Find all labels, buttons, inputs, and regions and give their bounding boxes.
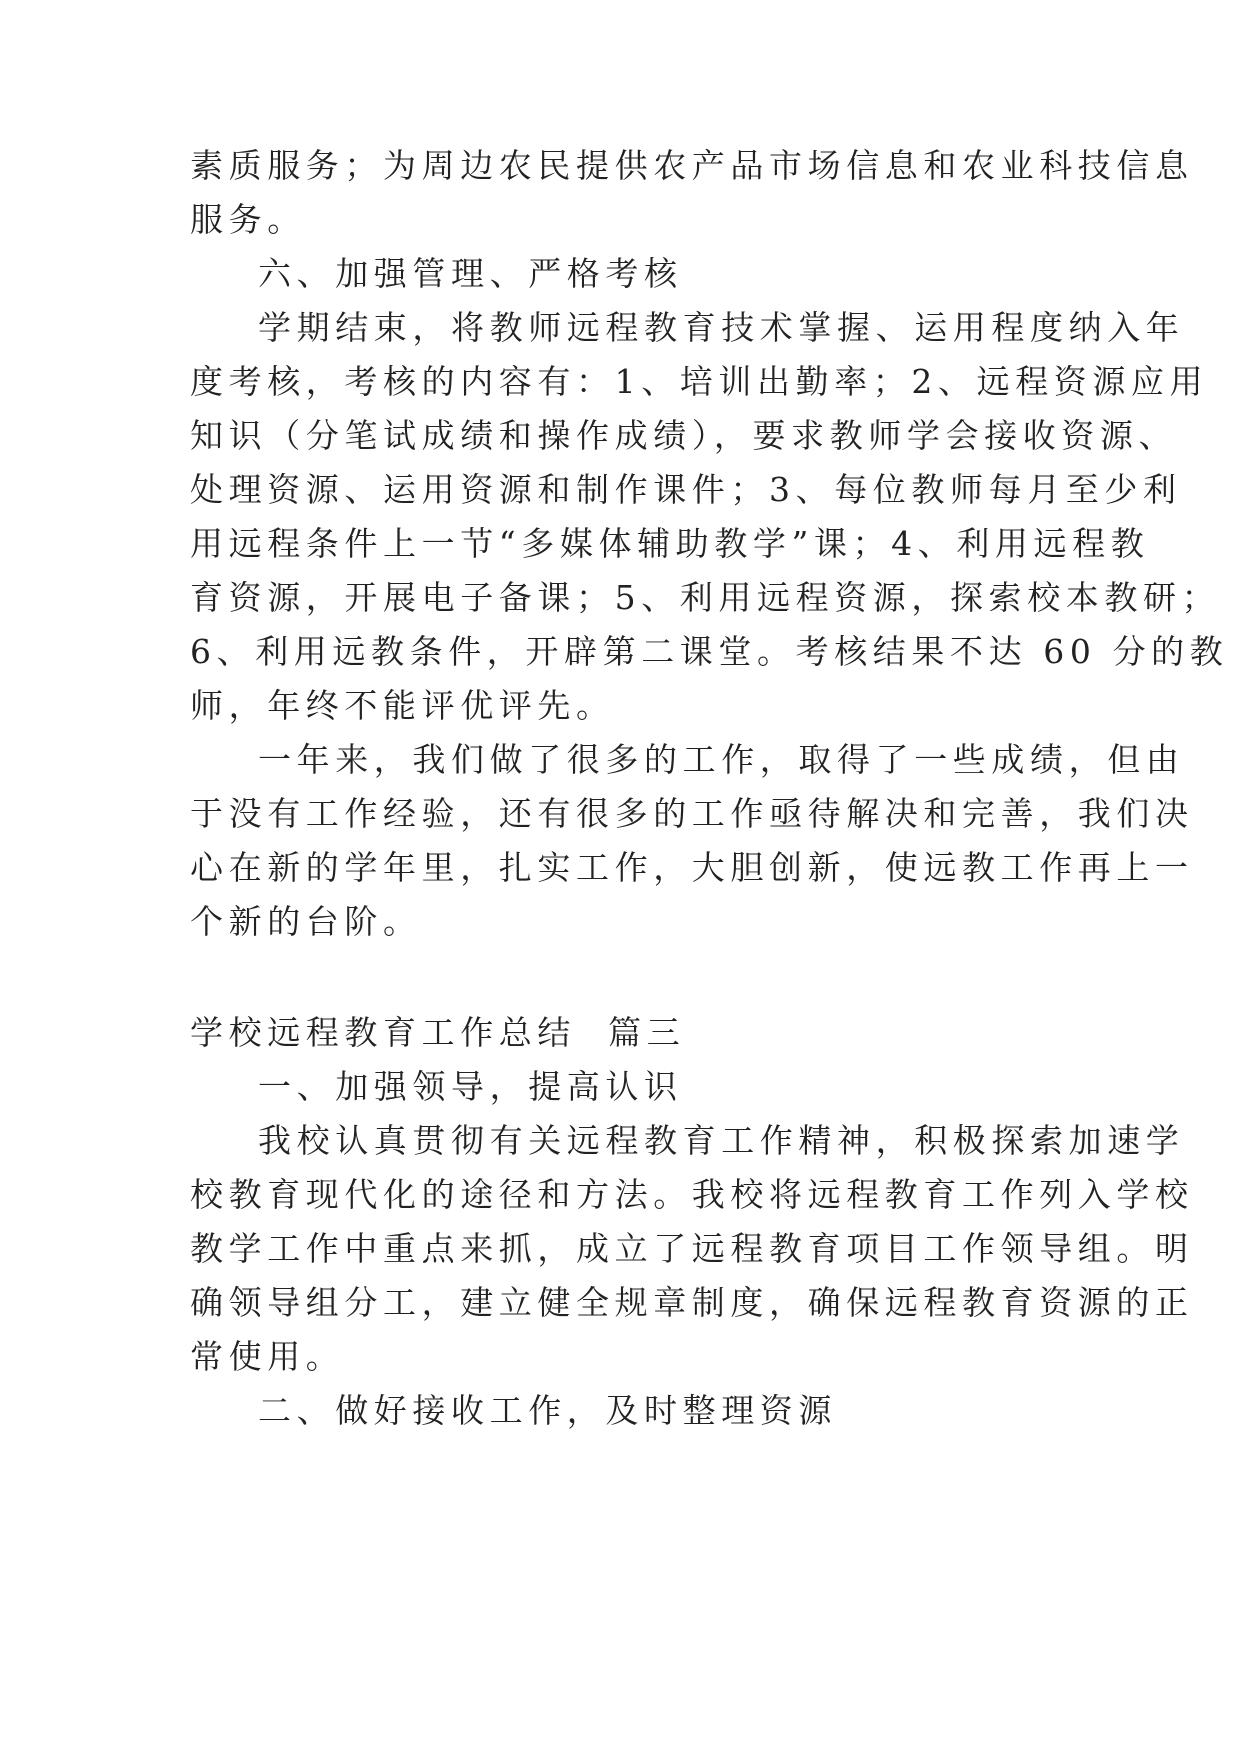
paragraph-line: 教学工作中重点来抓，成立了远程教育项目工作领导组。明 xyxy=(190,1229,1194,1268)
section-heading: 一、加强领导，提高认识 xyxy=(258,1067,683,1106)
paragraph-line: 处理资源、运用资源和制作课件；3、每位教师每月至少利 xyxy=(190,470,1182,509)
paragraph-line: 服务。 xyxy=(190,200,306,239)
paragraph-line: 师，年终不能评优评先。 xyxy=(190,686,615,725)
paragraph-line: 一年来，我们做了很多的工作，取得了一些成绩，但由 xyxy=(258,740,1185,779)
paragraph-line: 知识（分笔试成绩和操作成绩），要求教师学会接收资源、 xyxy=(190,416,1178,455)
paragraph-line: 确领导组分工，建立健全规章制度，确保远程教育资源的正 xyxy=(190,1283,1194,1322)
paragraph-line: 用远程条件上一节“多媒体辅助教学”课；4、利用远程教 xyxy=(190,524,1150,563)
paragraph-line: 育资源，开展电子备课；5、利用远程资源，探索校本教研； xyxy=(190,578,1221,617)
section-heading: 二、做好接收工作，及时整理资源 xyxy=(258,1391,837,1430)
paragraph-line: 学期结束，将教师远程教育技术掌握、运用程度纳入年 xyxy=(258,308,1185,347)
article-title: 学校远程教育工作总结 篇三 xyxy=(190,1013,686,1052)
section-heading: 六、加强管理、严格考核 xyxy=(258,254,683,293)
paragraph-line: 心在新的学年里，扎实工作，大胆创新，使远教工作再上一 xyxy=(190,848,1194,887)
paragraph-line: 个新的台阶。 xyxy=(190,902,422,941)
paragraph-line: 6、利用远教条件，开辟第二课堂。考核结果不达 60 分的教 xyxy=(190,632,1229,671)
paragraph-line: 常使用。 xyxy=(190,1337,345,1376)
paragraph-line: 素质服务；为周边农民提供农产品市场信息和农业科技信息 xyxy=(190,146,1194,185)
paragraph-line: 度考核，考核的内容有：1、培训出勤率；2、远程资源应用 xyxy=(190,362,1209,401)
paragraph-line: 校教育现代化的途径和方法。我校将远程教育工作列入学校 xyxy=(190,1175,1194,1214)
paragraph-line: 我校认真贯彻有关远程教育工作精神，积极探索加速学 xyxy=(258,1121,1185,1160)
paragraph-line: 于没有工作经验，还有很多的工作亟待解决和完善，我们决 xyxy=(190,794,1194,833)
